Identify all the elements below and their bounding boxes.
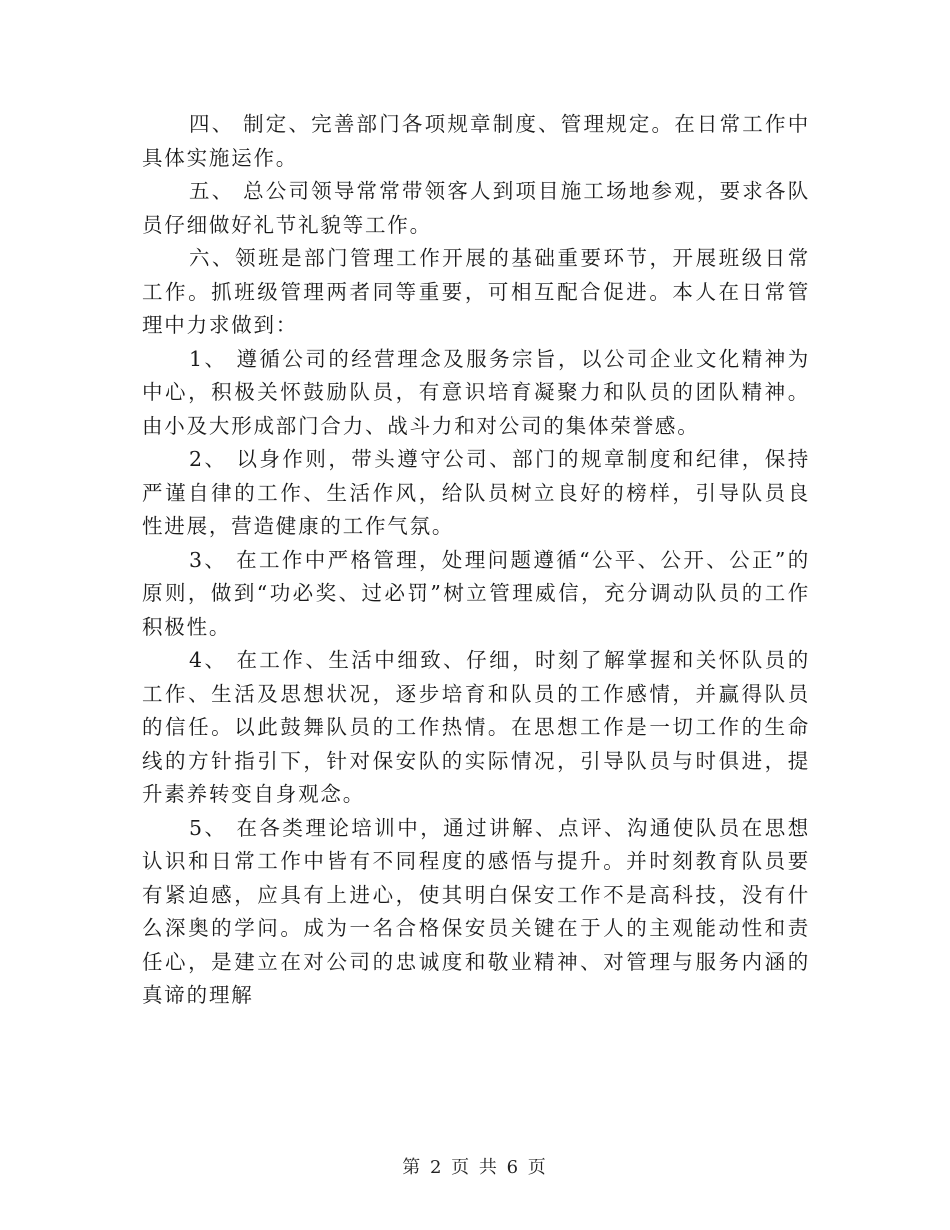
paragraph-item-6: 六、领班是部门管理工作开展的基础重要环节，开展班级日常工作。抓班级管理两者同等重要，可相互配合促进。本人在日常管理中力求做到： [142,246,810,337]
page-footer: 第 2 页 共 6 页 [402,1157,548,1178]
document-body [142,108,810,1013]
paragraph-subitem-1: 1、 遵循公司的经营理念及服务宗旨，以公司企业文化精神为中心，积极关怀鼓励队员，有意识培育凝聚力和队员的团队精神。由小及大形成部门合力、战斗力和对公司的集体荣誉感。 [142,346,810,438]
paragraph-item-4: 四、 制定、完善部门各项规章制度、管理规定。在日常工作中具体实施运作。 [142,112,810,170]
paragraph-subitem-5: 5、 在各类理论培训中，通过讲解、点评、沟通使队员在思想认识和日常工作中皆有不同程度的感悟与提升。并时刻教育队员要有紧迫感，应具有上进心，使其明白保安工作不是高科技，没有什么深奥的学问。成为一名合格保安员关键在于人的主观能动性和责任心，是建立在对公司的忠诚度和敬业精神、对管理与服务内涵的真谛的理解 [142,815,810,1007]
paragraph-subitem-3: 3、 在工作中严格管理，处理问题遵循“公平、公开、公正”的原则，做到“功必奖、过必罚”树立管理威信，充分调动队员的工作积极性。 [142,547,810,639]
paragraph-item-5: 五、 总公司领导常常带领客人到项目施工场地参观，要求各队员仔细做好礼节礼貌等工作。 [142,179,810,237]
paragraph-subitem-2: 2、 以身作则，带头遵守公司、部门的规章制度和纪律，保持严谨自律的工作、生活作风，给队员树立良好的榜样，引导队员良性进展，营造健康的工作气氛。 [142,447,810,538]
paragraph-subitem-4: 4、 在工作、生活中细致、仔细，时刻了解掌握和关怀队员的工作、生活及思想状况，逐步培育和队员的工作感情，并赢得队员的信任。以此鼓舞队员的工作热情。在思想工作是一切工作的生命线的方针指引下，针对保安队的实际情况，引导队员与时俱进，提升素养转变自身观念。 [142,648,810,806]
